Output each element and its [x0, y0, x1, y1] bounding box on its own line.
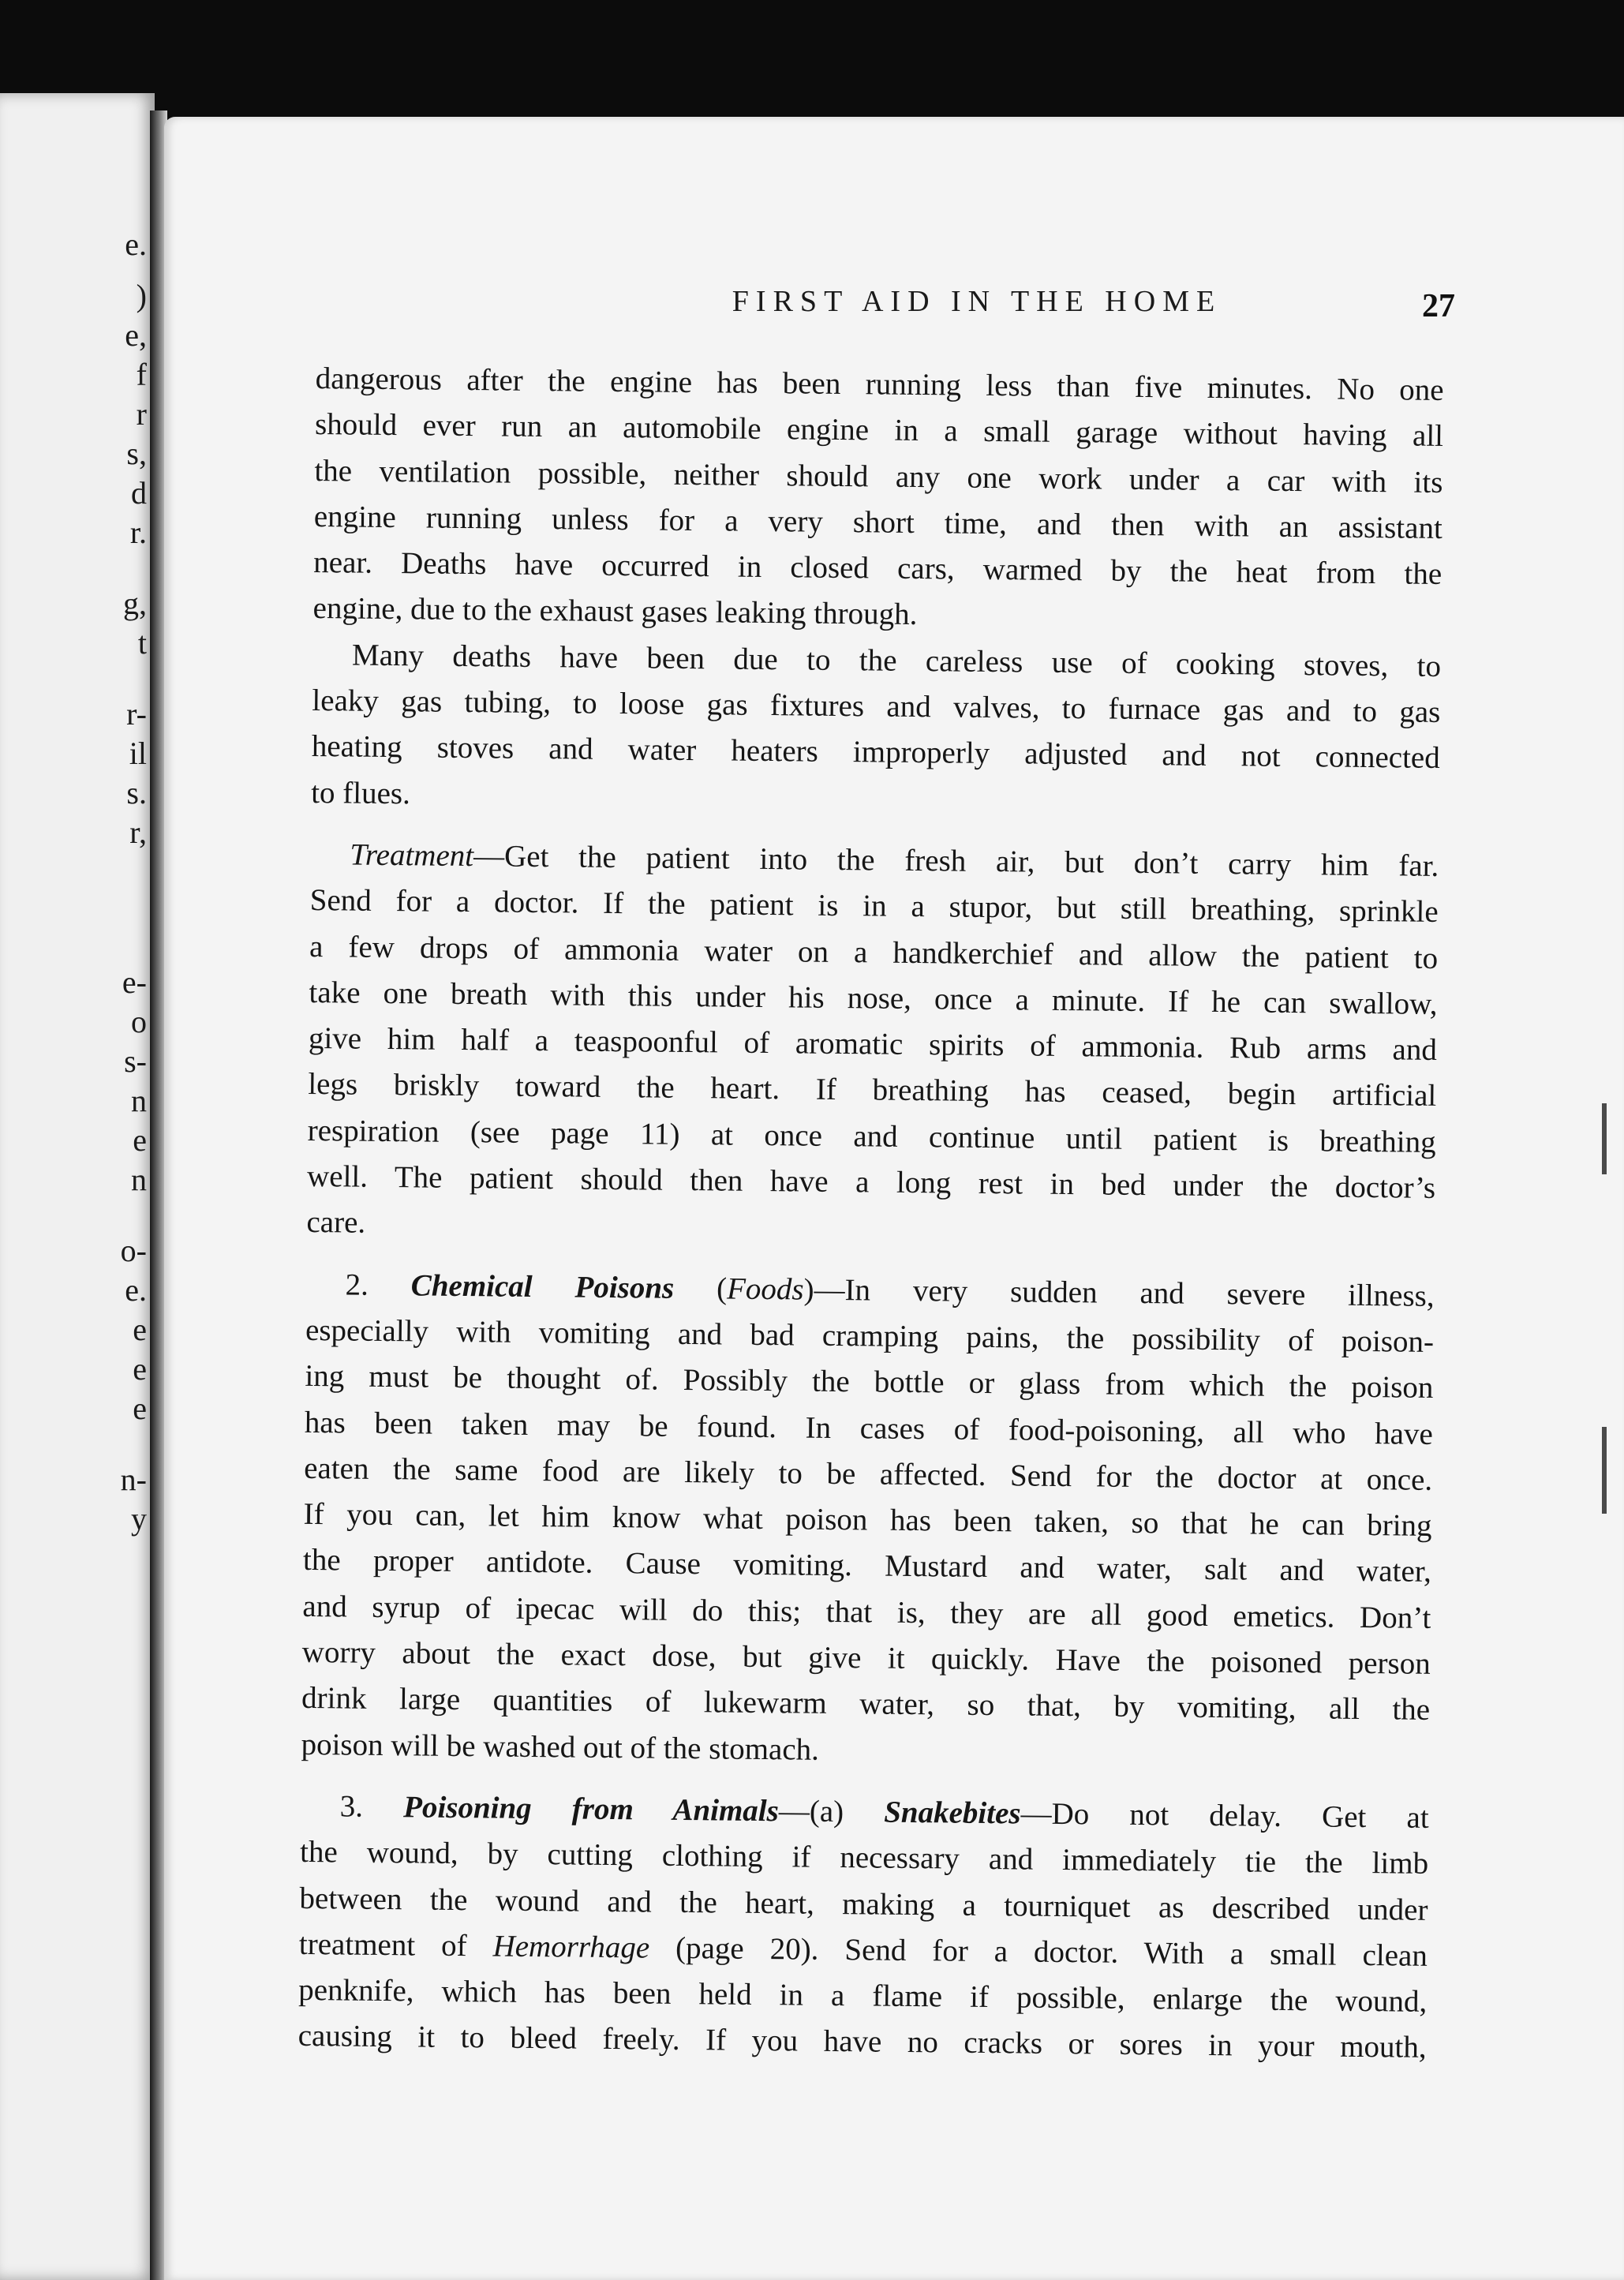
text-run: —Do not delay. Get at: [1020, 1796, 1429, 1835]
facing-page-text-fragment: f: [136, 357, 147, 392]
treatment-heading: Treatment: [350, 837, 474, 874]
facing-page-text-fragment: n-: [120, 1462, 147, 1497]
text-run-italic: Hemorrhage: [492, 1929, 650, 1965]
facing-page-text-fragment: r: [136, 396, 147, 432]
facing-page-edge: [0, 93, 155, 2280]
facing-page-text-fragment: n: [131, 1083, 147, 1118]
facing-page-text-fragment: t: [137, 625, 147, 661]
section-number: 3.: [339, 1789, 364, 1824]
text-run: ): [803, 1272, 814, 1307]
text-line: ing must be thought of. Possibly the bottle or glass from which the poison: [305, 1359, 1434, 1406]
page-edge-mark: [1602, 1427, 1607, 1514]
section-heading: Poisoning from Animals: [402, 1790, 780, 1829]
text-line: engine, due to the exhaust gases leaking through.: [312, 591, 918, 632]
text-run: (: [673, 1271, 728, 1306]
text-line: Many deaths have been due to the careless use of cooking stoves, to: [351, 638, 1442, 683]
page-edge-mark: [1602, 1103, 1607, 1174]
facing-page-text-fragment: r,: [129, 814, 147, 850]
running-head: FIRST AID IN THE HOME: [732, 285, 1222, 318]
facing-page-text-fragment: n: [131, 1162, 147, 1197]
text-run: —(a): [778, 1794, 885, 1829]
text-line: should ever run an automobile engine in a small garage without having all: [314, 407, 1444, 454]
text-line: poison will be washed out of the stomach.: [301, 1727, 820, 1767]
facing-page-text-fragment: o-: [120, 1233, 147, 1268]
text-line: If you can, let him know what poison has been taken, so that he can bring: [303, 1497, 1432, 1544]
facing-page-text-fragment: e.: [125, 1272, 147, 1308]
text-line: causing it to bleed freely. If you have no cracks or sores in your mouth,: [297, 2019, 1427, 2065]
text-line: drink large quantities of lukewarm water, so that, by vomiting, all the: [301, 1681, 1431, 1728]
facing-page-text-fragment: o: [131, 1004, 147, 1039]
facing-page-text-fragment: e-: [122, 964, 147, 1000]
text-run: (page 20). Send for a doctor. With a small clean: [649, 1930, 1428, 1973]
text-line: and syrup of ipecac will do this; that is, they are all good emetics. Don’t: [302, 1589, 1431, 1635]
text-line: to flues.: [310, 775, 411, 811]
text-line: worry about the exact dose, but give it quickly. Have the poisoned person: [301, 1634, 1431, 1681]
text-line: near. Deaths have occurred in closed cars, warmed by the heat from the: [313, 545, 1443, 592]
facing-page-text-fragment: e,: [125, 317, 147, 353]
book-page: [164, 117, 1624, 2280]
text-line: engine running unless for a very short time, and then with an assistant: [313, 499, 1443, 545]
facing-page-text-fragment: ): [136, 278, 147, 313]
text-line: the proper antidote. Cause vomiting. Mustard and water, salt and water,: [302, 1543, 1432, 1589]
text-line: a few drops of ammonia water on a handkerchief and allow the patient to: [309, 929, 1439, 975]
text-run: —In very sudden and severe illness,: [814, 1272, 1435, 1313]
facing-page-text-fragment: e.: [125, 227, 147, 262]
section-subheading: Foods: [726, 1271, 804, 1307]
facing-page-text-fragment: e: [133, 1312, 147, 1347]
text-line: legs briskly toward the heart. If breathing has ceased, begin artificial: [308, 1067, 1437, 1114]
facing-page-text-fragment: r.: [129, 515, 147, 550]
facing-page-text-fragment: s,: [126, 436, 147, 471]
facing-page-text-fragment: r-: [126, 696, 147, 732]
facing-page-text-fragment: g,: [123, 586, 147, 621]
page-body-text: [297, 356, 1444, 2072]
facing-page-text-fragment: e: [133, 1351, 147, 1387]
facing-page-text-fragment: d: [131, 475, 147, 511]
facing-page-text-fragment: il: [129, 736, 147, 771]
facing-page-text-fragment: e: [133, 1122, 147, 1158]
text-line: especially with vomiting and bad cramping pains, the possibility of poison-: [305, 1312, 1435, 1359]
facing-page-text-fragment: e: [133, 1391, 147, 1426]
page-number: 27: [1422, 288, 1455, 324]
section-heading: Chemical Poisons: [410, 1267, 675, 1305]
text-run: treatment of: [298, 1926, 493, 1964]
text-line: dangerous after the engine has been running less than five minutes. No one: [315, 361, 1444, 407]
facing-page-text-fragment: s.: [126, 775, 147, 811]
facing-page-text-fragment: y: [131, 1501, 147, 1537]
text-line: the wound, by cutting clothing if necessary and immediately tie the limb: [299, 1835, 1429, 1881]
text-line: has been taken may be found. In cases of food-poisoning, all who have: [304, 1405, 1433, 1451]
text-line: give him half a teaspoonful of aromatic spirits of ammonia. Rub arms and: [308, 1021, 1438, 1068]
text-line: the ventilation possible, neither should any one work under a car with its: [314, 453, 1443, 500]
text-line: penknife, which has been held in a flame if possible, enlarge the wound,: [298, 1972, 1428, 2019]
text-line: Send for a doctor. If the patient is in a stupor, but still breathing, sprinkle: [309, 883, 1439, 930]
text-line: care.: [306, 1205, 366, 1241]
facing-page-text-fragment: s-: [124, 1043, 147, 1079]
text-line: between the wound and the heart, making a tourniquet as described under: [299, 1881, 1428, 1927]
text-line: heating stoves and water heaters improperly adjusted and not connected: [311, 729, 1440, 776]
text-line: leaky gas tubing, to loose gas fixtures and valves, to furnace gas and to gas: [312, 683, 1441, 730]
text-line: eaten the same food are likely to be affected. Send for the doctor at once.: [304, 1451, 1433, 1497]
text-line: take one breath with this under his nose, once a minute. If he can swallow,: [309, 975, 1438, 1021]
section-number: 2.: [345, 1267, 369, 1302]
text-run: —Get the patient into the fresh air, but don’t carry him far.: [473, 839, 1439, 883]
text-line: respiration (see page 11) at once and continue until patient is breathing: [307, 1113, 1436, 1159]
section-subheading: Snakebites: [884, 1795, 1021, 1831]
text-line: well. The patient should then have a long rest in bed under the doctor’s: [306, 1159, 1436, 1205]
